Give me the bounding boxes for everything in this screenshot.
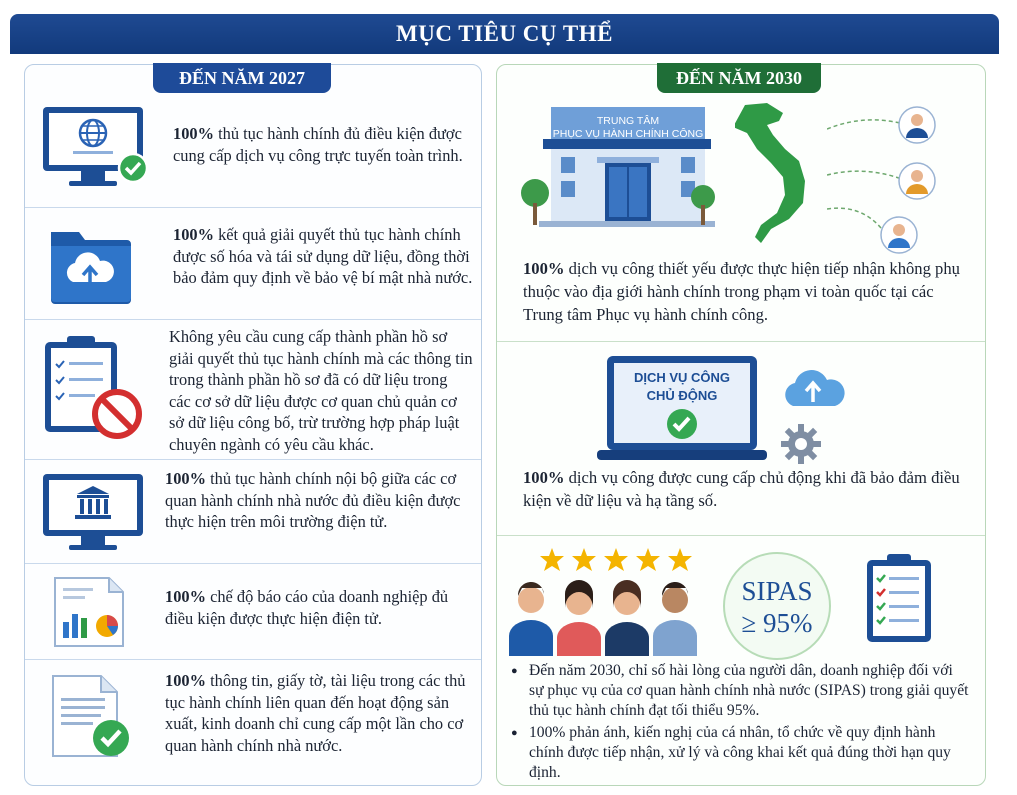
building-sign-line2: PHỤC VỤ HÀNH CHÍNH CÔNG [552,128,704,140]
item-text: 100% thủ tục hành chính đủ điều kiện được cung cấp dịch vụ công trực tuyến toàn trình. [173,124,463,165]
screen-line1: DỊCH VỤ CÔNG [633,370,731,385]
page-title: MỤC TIÊU CỤ THỂ [10,14,999,54]
rating-stars [539,546,695,576]
list-item [25,459,481,563]
item-text: 100% thông tin, giấy tờ, tài liệu trong các thủ tục hành chính liên quan đến hoạt động sản xuất, kinh doanh chỉ cung cấp một lần cho cơ quan hành chính nhà nước. [165,671,466,755]
item-text: 100% dịch vụ công thiết yếu được thực hiện tiếp nhận không phụ thuộc vào địa giới hành chính trong phạm vi toàn quốc tại các Trung tâm Phục vụ hành chính công. [523,259,960,324]
panel-2027 [24,64,482,786]
list-item [25,659,481,785]
panel-2030 [496,64,986,786]
bullet-list [511,661,971,785]
item-text: 100% chế độ báo cáo của doanh nghiệp đủ điều kiện được thực hiện điện tử. [165,587,449,628]
monitor-bank-icon [39,470,149,556]
sipas-badge [723,552,831,660]
item-text: 100% dịch vụ công được cung cấp chủ động khi đã bảo đảm điều kiện về dữ liệu và hạ tầng số. [523,468,960,510]
service-center-building-icon [517,97,717,237]
star-icon [572,548,596,571]
vietnam-map-icon [735,99,833,249]
bullet-item: ● Đến năm 2030, chỉ số hài lòng của người dân, doanh nghiệp đối với sự phục vụ của cơ quan hành chính nhà nước (SIPAS) trong giải quyết thủ tục hành chính đạt tối thiểu 95%. [511,661,971,721]
clipboard-prohibited-icon [39,334,149,444]
list-item [25,563,481,659]
people-icon [505,578,701,656]
star-icon [668,548,692,571]
bullet-item: ● 100% phản ánh, kiến nghị của cá nhân, tổ chức về quy định hành chính được tiếp nhận, xử lý và công khai kết quả đúng thời hạn quy định. [511,723,971,783]
cloud-upload-icon [779,366,849,410]
star-icon [540,548,564,571]
people-connection-icon [827,105,937,255]
badge-2030: ĐẾN NĂM 2030 [657,63,821,93]
item-text: Không yêu cầu cung cấp thành phần hồ sơ giải quyết thủ tục hành chính mà các thông tin trong thành phần hồ sơ đã có dữ liệu trong các cơ sở dữ liệu được cơ quan chủ quản cơ sở dữ liệu công bố, trừ trường hợp pháp luật chuyên ngành có yêu cầu khác. [169,327,473,454]
document-check-icon [49,674,139,764]
list-item [25,95,481,207]
sipas-value: ≥ 95% [741,608,813,638]
cloud-upload-folder-icon [45,220,135,310]
list-item [25,207,481,319]
checklist-icon [865,552,933,644]
monitor-globe-icon [39,103,159,193]
report-chart-icon [51,574,137,650]
item-text: 100% thủ tục hành chính nội bộ giữa các cơ quan hành chính nhà nước đủ điều kiện được thực hiện trên môi trường điện tử. [165,469,461,531]
star-icon [604,548,628,571]
gear-icon [779,422,823,466]
list-item [25,319,481,459]
building-sign-line1: TRUNG TÂM [596,115,660,127]
screen-line2: CHỦ ĐỘNG [646,388,718,403]
list-item [497,341,985,535]
star-icon [636,548,660,571]
sipas-label: SIPAS [741,576,813,606]
badge-2027: ĐẾN NĂM 2027 [153,63,331,93]
item-text: 100% kết quả giải quyết thủ tục hành chính được số hóa và tái sử dụng dữ liệu, đồng thời bảo đảm quy định về bảo vệ bí mật nhà nước. [173,225,473,287]
laptop-check-icon [597,354,767,464]
